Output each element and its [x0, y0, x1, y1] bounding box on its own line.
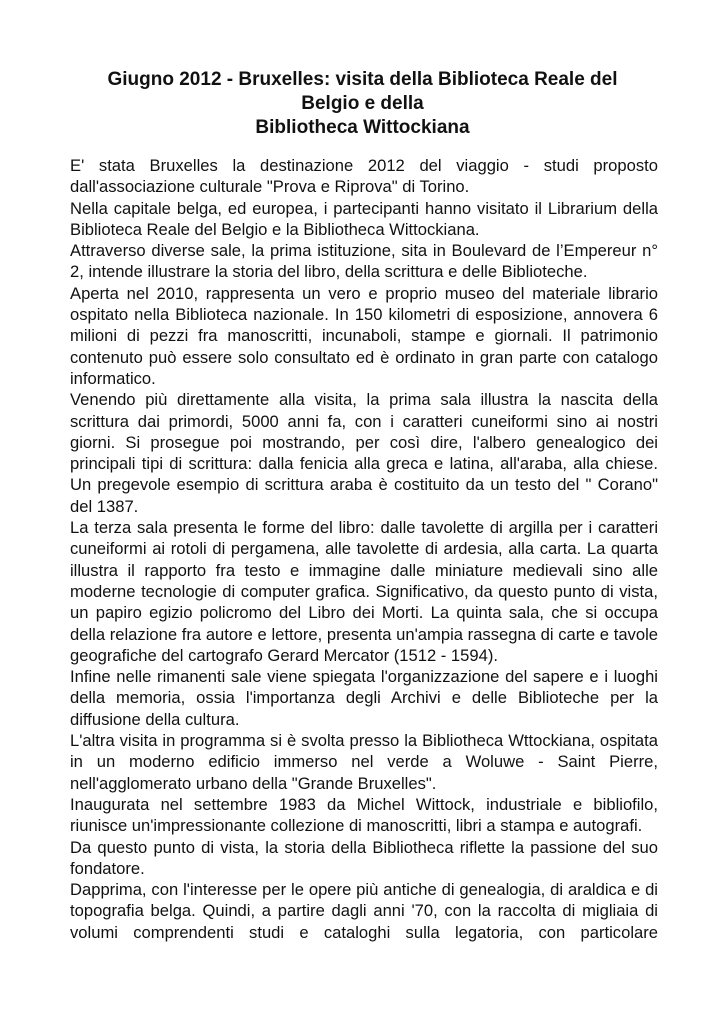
paragraph: E' stata Bruxelles la destinazione 2012 del viaggio - studi proposto dall'associazione culturale "Prova e Riprova" di Torino.	[70, 156, 658, 197]
document-body	[70, 155, 658, 943]
document-title	[60, 68, 665, 140]
title-line: Giugno 2012 - Bruxelles: visita della Biblioteca Reale del	[107, 69, 618, 90]
paragraph: Dapprima, con l'interesse per le opere più antiche di genealogia, di araldica e di topografia belga. Quindi, a partire dagli anni '70, con la raccolta di migliaia di volumi comprendenti studi e cataloghi sulla legatoria, con particolare	[70, 880, 658, 942]
paragraph: Attraverso diverse sale, la prima istituzione, sita in Boulevard de l’Empereur n° 2, intende illustrare la storia del libro, della scrittura e delle Biblioteche.	[70, 241, 658, 282]
title-line: Bibliotheca Wittockiana	[255, 117, 470, 138]
paragraph: Aperta nel 2010, rappresenta un vero e proprio museo del materiale librario ospitato nella Biblioteca nazionale. In 150 kilometri di esposizione, annovera 6 milioni di pezzi fra manoscritti, incunaboli, stampe e giornali. Il patrimonio contenuto può essere solo consultato ed è ordinato in gran parte con catalogo informatico.	[70, 283, 658, 388]
paragraph: L'altra visita in programma si è svolta presso la Bibliotheca Wttockiana, ospitata in un moderno edificio immerso nel verde a Woluwe - Saint Pierre, nell'agglomerato urbano della "Grande Bruxelles".	[70, 731, 658, 793]
paragraph: La terza sala presenta le forme del libro: dalle tavolette di argilla per i caratteri cuneiformi ai rotoli di pergamena, alle tavolette di ardesia, alla carta. La quarta illustra il rapporto fra testo e immagine dalle miniature medievali sino alle moderne tecnologie di computer grafica. Significativo, da questo punto di vista, un papiro egizio policromo del Libro dei Morti. La quinta sala, che si occupa della relazione fra autore e lettore, presenta un'ampia rassegna di carte e tavole geografiche del cartografo Gerard Mercator (1512 - 1594).	[70, 518, 658, 665]
paragraph: Inaugurata nel settembre 1983 da Michel Wittock, industriale e bibliofilo, riunisce un'impressionante collezione di manoscritti, libri a stampa e autografi.	[70, 794, 658, 836]
paragraph: Venendo più direttamente alla visita, la prima sala illustra la nascita della scrittura dai primordi, 5000 anni fa, con i caratteri cuneiformi sino ai nostri giorni. Si prosegue poi mostrando, per così dire, l'albero genealogico dei principali tipi di scrittura: dalla fenicia alla greca e latina, all'araba, alla chiese. Un pregevole esempio di scrittura araba è costituito da un testo del " Corano" del 1387.	[70, 390, 658, 516]
paragraph: Infine nelle rimanenti sale viene spiegata l'organizzazione del sapere e i luoghi della memoria, ossia l'importanza degli Archivi e delle Biblioteche per la diffusione della cultura.	[70, 667, 658, 729]
paragraph: Nella capitale belga, ed europea, i partecipanti hanno visitato il Librarium della Biblioteca Reale del Belgio e la Bibliotheca Wittockiana.	[70, 198, 658, 239]
paragraph: Da questo punto di vista, la storia della Bibliotheca riflette la passione del suo fondatore.	[70, 837, 658, 878]
title-line: Belgio e della	[301, 93, 424, 114]
